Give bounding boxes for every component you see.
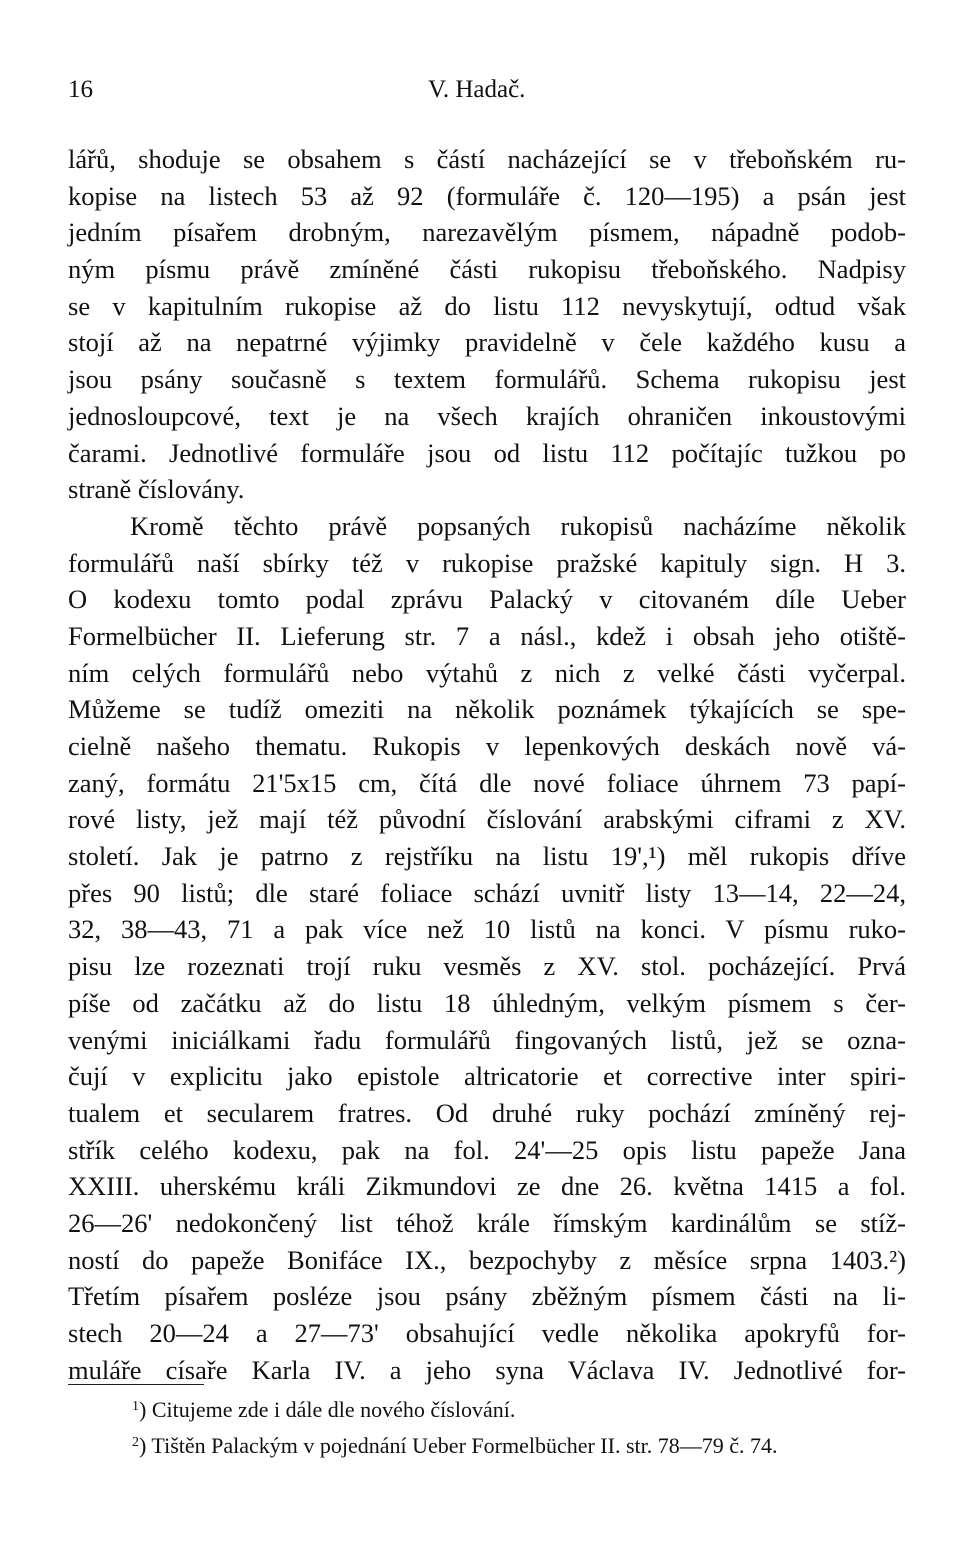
text-line: Třetím písařem posléze jsou psány zběžným písmem části na li- — [68, 1281, 906, 1312]
text-line: se v kapitulním rukopise až do listu 112 nevyskytují, odtud však — [68, 290, 906, 321]
text-line: O kodexu tomto podal zprávu Palacký v citovaném díle Ueber — [68, 584, 906, 615]
footnote-separator — [68, 1384, 204, 1385]
text-line: muláře císaře Karla IV. a jeho syna Václava IV. Jednotlivé for- — [68, 1354, 906, 1385]
text-line: jednosloupcové, text je na všech krajích ohraničen inkoustovými — [68, 400, 906, 431]
text-line: pisu lze rozeznati trojí ruku vesměs z XV. stol. pocházející. Prvá — [68, 951, 906, 982]
text-line: ním celých formulářů nebo výtahů z nich z velké části vyčerpal. — [68, 657, 906, 688]
text-line: stojí až na nepatrné výjimky pravidelně v čele každého kusu a — [68, 327, 906, 358]
text-line: Formelbücher II. Lieferung str. 7 a násl., kdež i obsah jeho otiště- — [68, 620, 906, 651]
text-line: 26—26' nedokončený list téhož krále římským kardinálům se stíž- — [68, 1207, 906, 1238]
text-line: formulářů naší sbírky též v rukopise pražské kapituly sign. H 3. — [68, 547, 906, 578]
text-line: čarami. Jednotlivé formuláře jsou od listu 112 počítajíc tužkou po — [68, 437, 906, 468]
text-line: kopise na listech 53 až 92 (formuláře č. 120—195) a psán jest — [68, 180, 906, 211]
footnote-marker: 2 — [132, 1435, 139, 1450]
text-line: Kromě těchto právě popsaných rukopisů nacházíme několik — [130, 510, 906, 541]
footnote-text: ) Tištěn Palackým v pojednání Ueber Formelbücher II. str. 78—79 č. 74. — [139, 1433, 778, 1458]
body-text — [68, 141, 906, 1388]
running-title: V. Hadač. — [428, 76, 526, 103]
paragraph — [68, 508, 906, 1389]
text-line: Můžeme se tudíž omeziti na několik poznámek týkajících se spe- — [68, 694, 906, 725]
footnote — [68, 1390, 906, 1426]
text-line: lářů, shoduje se obsahem s částí nacházející se v třeboňském ru- — [68, 144, 906, 174]
text-line: 32, 38—43, 71 a pak více než 10 listů na konci. V písmu ruko- — [68, 914, 906, 945]
text-line: ným písmu právě zmíněné části rukopisu třeboňského. Nadpisy — [68, 254, 906, 285]
footnote — [68, 1426, 906, 1462]
text-line: čují v explicitu jako epistole altricatorie et corrective inter spiri- — [68, 1061, 906, 1092]
text-line: ností do papeže Bonifáce IX., bezpochyby z měsíce srpna 1403.²) — [68, 1244, 906, 1275]
text-line: zaný, formátu 21'5x15 cm, čítá dle nové foliace úhrnem 73 papí- — [68, 767, 906, 798]
text-line: jedním písařem drobným, narezavělým písmem, nápadně podob- — [68, 217, 906, 248]
text-line: rové listy, jež mají též původní číslování arabskými ciframi z XV. — [68, 804, 906, 835]
text-line: píše od začátku až do listu 18 úhledným, velkým písmem s čer- — [68, 987, 906, 1018]
text-line: cielně našeho thematu. Rukopis v lepenkových deskách nově vá- — [68, 731, 906, 761]
footnote-text: ) Citujeme zde i dále dle nového číslování. — [139, 1397, 516, 1422]
footnotes — [68, 1390, 906, 1462]
text-line: stech 20—24 a 27—73' obsahující vedle několika apokryfů for- — [68, 1318, 906, 1348]
text-line: straně číslovány. — [68, 474, 245, 505]
text-line: přes 90 listů; dle staré foliace schází uvnitř listy 13—14, 22—24, — [68, 877, 906, 908]
page-number: 16 — [68, 76, 93, 103]
text-line: venými iniciálkami řadu formulářů fingovaných listů, jež se ozna- — [68, 1024, 906, 1055]
text-line: století. Jak je patrno z rejstříku na listu 19',¹) měl rukopis dříve — [68, 841, 906, 872]
paragraph — [68, 141, 906, 508]
page-header — [68, 76, 906, 110]
footnote-marker: 1 — [132, 1399, 139, 1414]
text-line: střík celého kodexu, pak na fol. 24'—25 opis listu papeže Jana — [68, 1134, 906, 1165]
text-line: XXIII. uherskému králi Zikmundovi ze dne 26. května 1415 a fol. — [68, 1171, 906, 1202]
text-line: jsou psány současně s textem formulářů. Schema rukopisu jest — [68, 364, 906, 395]
text-line: tualem et secularem fratres. Od druhé ruky pochází zmíněný rej- — [68, 1097, 906, 1128]
